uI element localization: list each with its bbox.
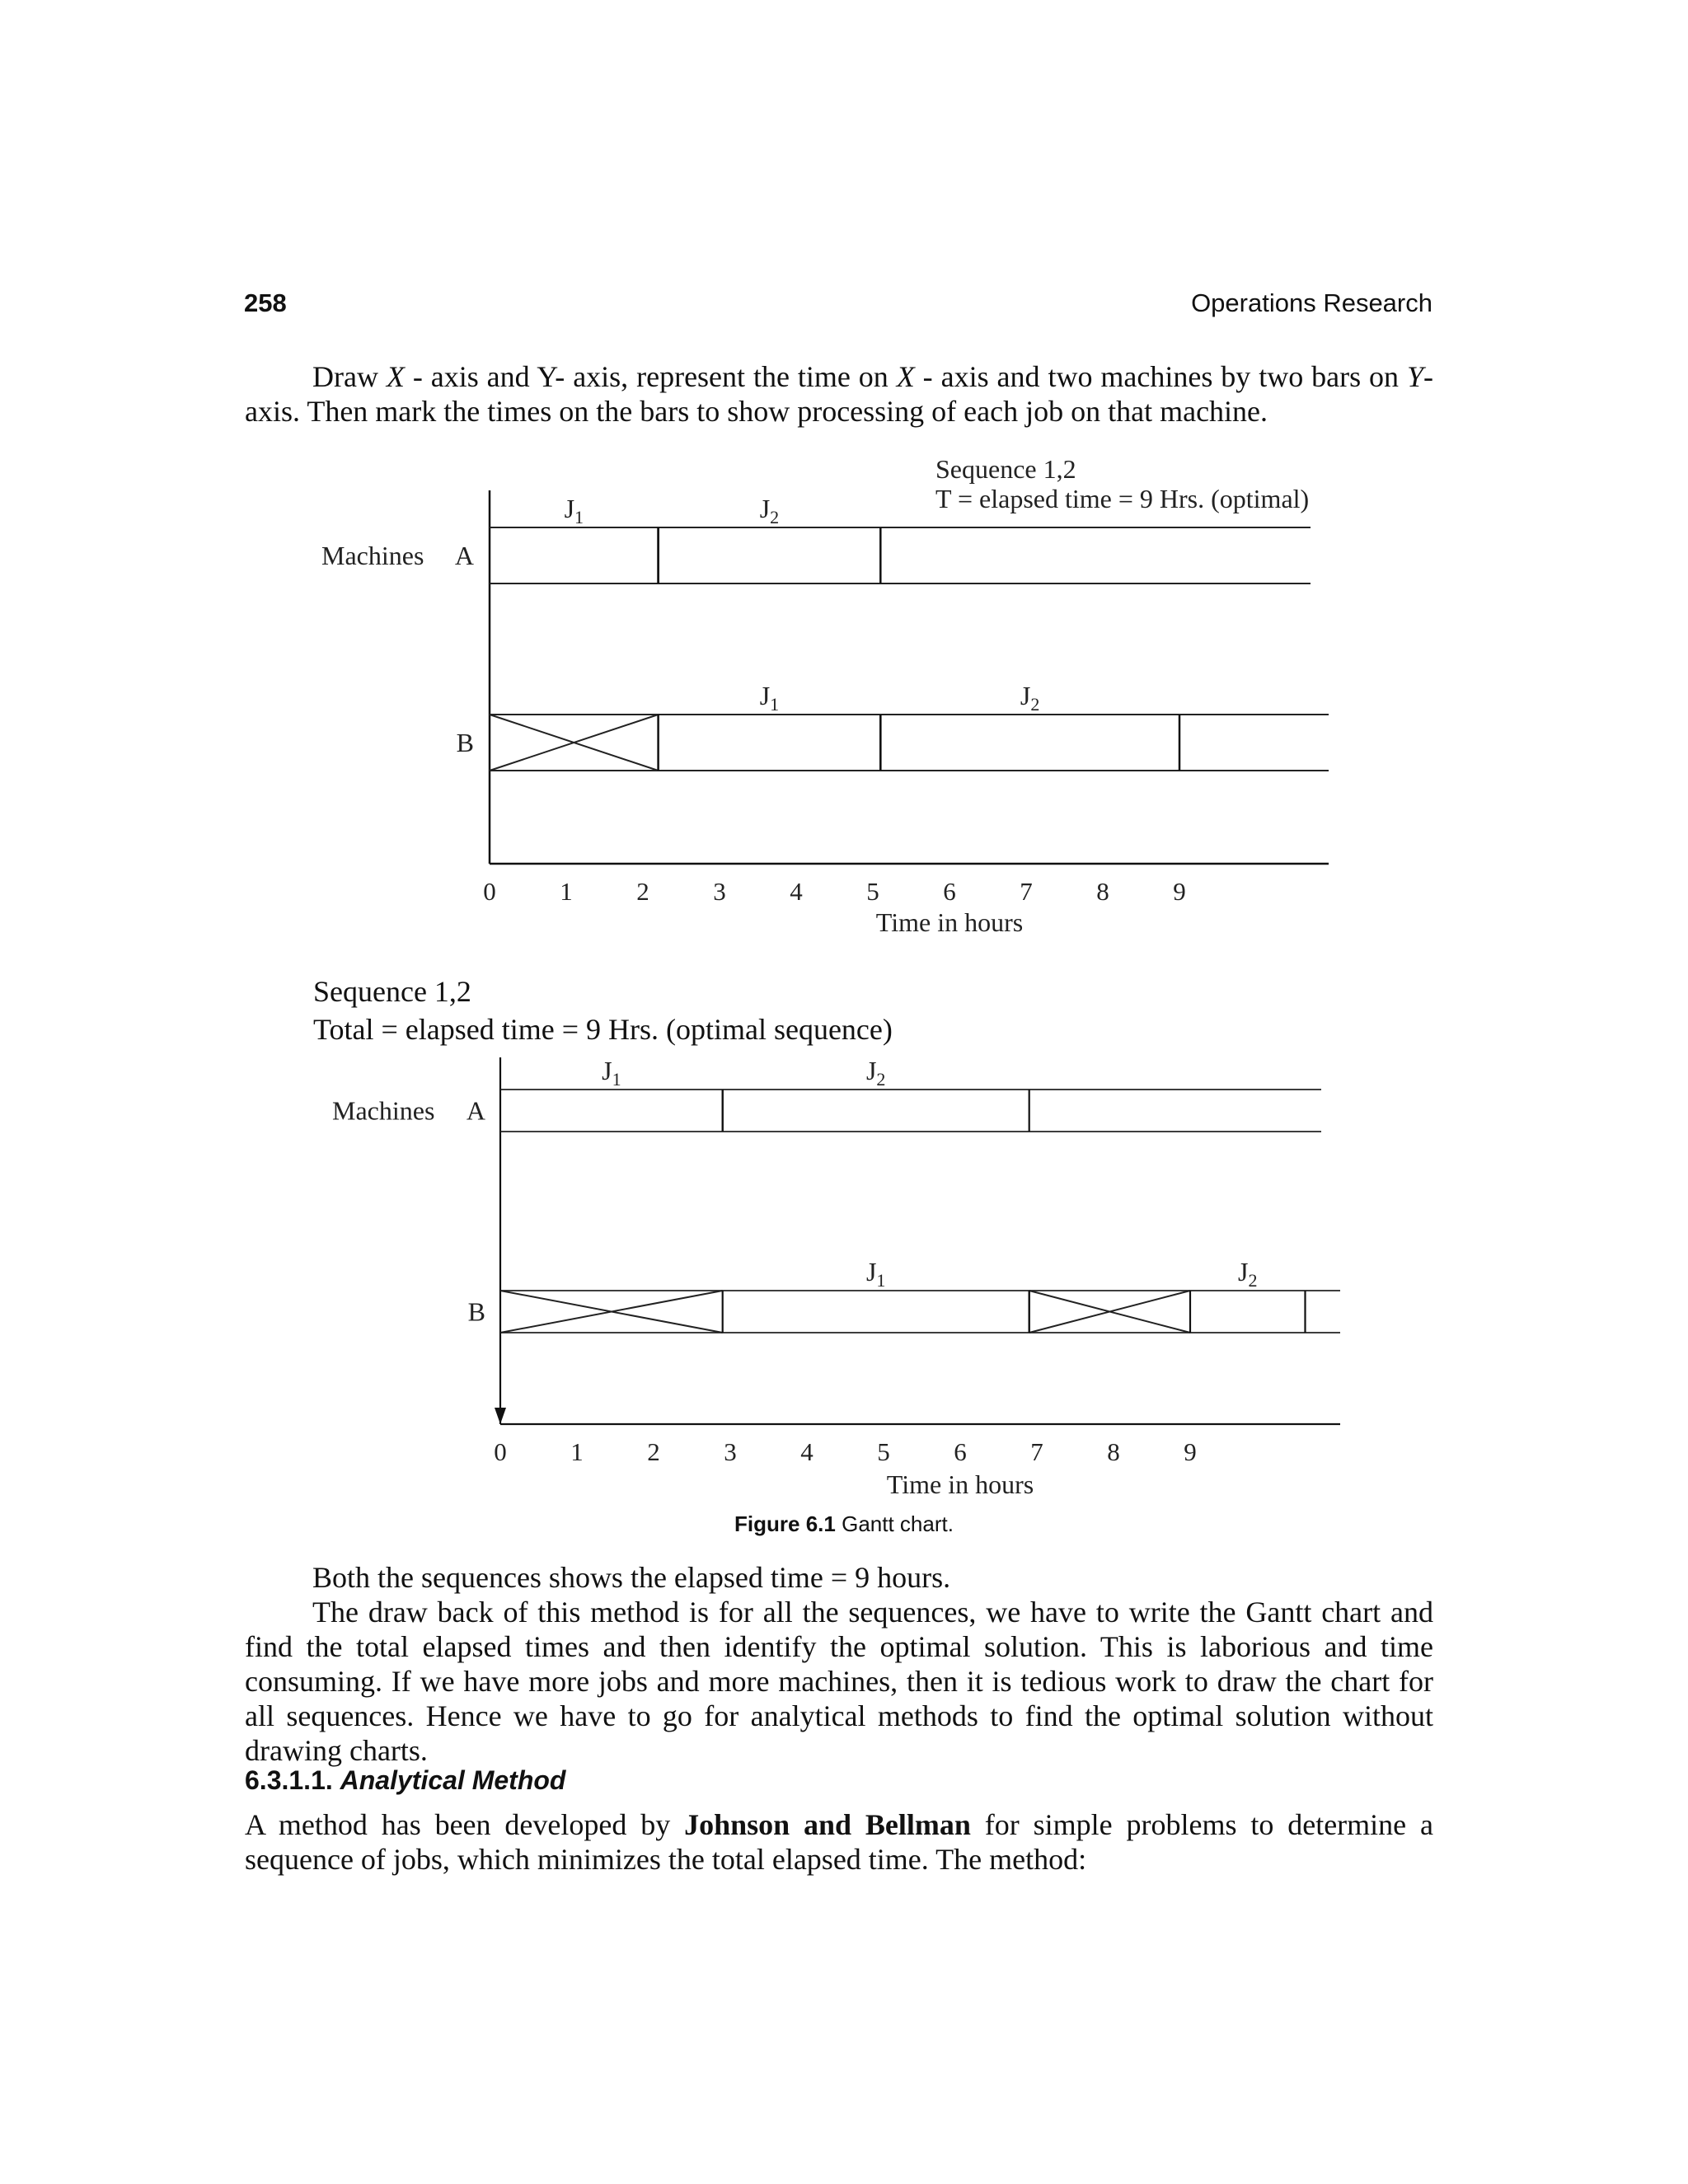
chart1-x-tick-1: 1 — [560, 877, 573, 906]
chart1-x-tick-3: 3 — [713, 877, 726, 906]
chart2-x-tick-6: 6 — [954, 1437, 967, 1466]
chart1-machine-a-task-1-label: $J_1$ — [564, 494, 584, 527]
chart2-x-tick-2: 2 — [647, 1437, 660, 1466]
chart1-x-tick-8: 8 — [1096, 877, 1109, 906]
chart1-x-axis-label: Time in hours — [875, 907, 1024, 937]
chart1-machines-label: Machines — [321, 541, 424, 570]
chart1-x-tick-9: 9 — [1173, 877, 1186, 906]
body-paragraph-1: Both the sequences shows the elapsed time = 9 hours. — [312, 1561, 951, 1594]
chart1-x-tick-5: 5 — [866, 877, 879, 906]
chart2-machine-b-label: B — [467, 1296, 485, 1327]
gantt-chart-1-content — [321, 454, 1329, 937]
intro-line-2: axis. Then mark the times on the bars to show processing of each job on that machine. — [245, 395, 1268, 428]
body-paragraph-2: The draw back of this method is for all the sequences, we have to write the Gantt chart and find the total elapsed times and then identify the optimal solution. This is laborious and time consuming. If we have more jobs and more machines, then it is tedious work to draw the chart for all sequences. Hence we have to go for analytical methods to find the optimal solution without drawing charts. — [245, 1596, 1433, 1767]
section-heading — [245, 1765, 565, 1796]
running-title: Operations Research — [1191, 288, 1432, 317]
figure-caption — [0, 1511, 1688, 1537]
chart1-annotation-line-1: Sequence 1,2 — [935, 454, 1076, 484]
chart1-x-tick-4: 4 — [790, 877, 803, 906]
chart2-x-tick-7: 7 — [1030, 1437, 1043, 1466]
chart2-machine-a-task-2-label: $J_2$ — [865, 1056, 886, 1090]
body-text — [245, 1560, 1433, 1768]
chart1-x-tick-2: 2 — [636, 877, 649, 906]
figure-caption-text: Gantt chart. — [842, 1511, 954, 1536]
chart1-machine-b-task-1-label: $J_1$ — [759, 681, 780, 715]
chart1-machine-a-task-2-label: $J_2$ — [759, 494, 780, 527]
gantt-chart-2 — [0, 1038, 1688, 1508]
chart1-machine-a-label: A — [454, 541, 474, 570]
chart2-axis-arrowhead — [495, 1408, 506, 1424]
chart2-machine-a-label: A — [466, 1095, 485, 1126]
chart1-machine-b-task-2-label: $J_2$ — [1020, 681, 1040, 715]
chart2-x-tick-4: 4 — [800, 1437, 814, 1466]
chart2-machine-a-task-1-label: $J_1$ — [602, 1056, 621, 1090]
chart2-x-tick-5: 5 — [877, 1437, 890, 1466]
sequence-note-line-2: Total = elapsed time = 9 Hrs. (optimal sequence) — [313, 1013, 893, 1046]
final-paragraph: A method has been developed by Johnson and Bellman for simple problems to determine a sequence of jobs, which minimizes the total elapsed time. The method: — [245, 1808, 1433, 1876]
chart1-x-tick-7: 7 — [1020, 877, 1033, 906]
chart1-x-tick-0: 0 — [483, 877, 496, 906]
chart2-machine-b-task-1-label: $J_1$ — [865, 1257, 886, 1291]
gantt-chart-1 — [0, 0, 1688, 956]
chart1-annotation-line-2: T = elapsed time = 9 Hrs. (optimal) — [935, 484, 1310, 513]
chart2-x-tick-9: 9 — [1184, 1437, 1197, 1466]
chart2-x-tick-0: 0 — [494, 1437, 507, 1466]
chart2-x-tick-3: 3 — [724, 1437, 737, 1466]
sequence-note-line-1: Sequence 1,2 — [313, 975, 471, 1008]
section-title: Analytical Method — [340, 1765, 566, 1795]
section-number: 6.3.1.1. — [245, 1765, 333, 1795]
chart2-x-axis-label: Time in hours — [886, 1469, 1034, 1499]
chart1-machine-b-label: B — [456, 728, 474, 757]
johnson-bellman: Johnson and Bellman — [684, 1808, 971, 1841]
gantt-chart-2-content — [332, 1056, 1340, 1499]
chart2-machine-b-task-2-label: $J_2$ — [1238, 1257, 1258, 1291]
figure-caption-label: Figure 6.1 — [734, 1511, 836, 1536]
intro-line-1: Draw X - axis and Y- axis, represent the time on X - axis and two machines by two bars on Y- — [312, 360, 1434, 393]
chart2-x-tick-1: 1 — [570, 1437, 584, 1466]
page-number: 258 — [244, 288, 287, 317]
chart2-machines-label: Machines — [332, 1095, 435, 1126]
sequence-note — [313, 972, 893, 1048]
chart1-x-tick-6: 6 — [943, 877, 956, 906]
chart2-x-tick-8: 8 — [1107, 1437, 1120, 1466]
